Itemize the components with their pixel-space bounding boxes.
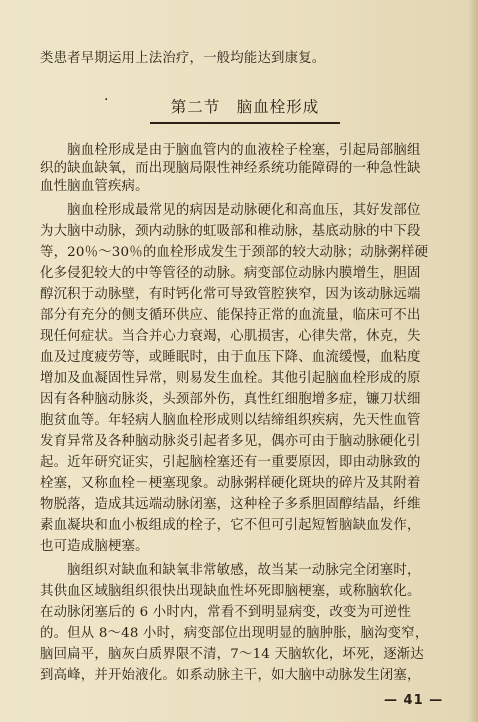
section-title: 第二节 脑血栓形成: [170, 98, 320, 116]
body-line: 物脱落，造成其远端动脉闭塞，这种栓子多系胆固醇结晶，纤维: [40, 497, 421, 512]
body-line: 其供血区域脑组织很快出现缺血性坏死即脑梗塞，或称脑软化。: [40, 584, 421, 599]
body-line: 栓塞，又称血栓－梗塞现象。动脉粥样硬化斑块的碎片及其附着: [40, 476, 421, 491]
body-line: 脑血栓形成是由于脑血管内的血液栓子栓塞，引起局部脑组: [40, 143, 421, 158]
body-line: 起。近年研究证实，引起脑栓塞还有一重要原因，即由动脉致的: [40, 455, 421, 470]
body-line: 血及过度疲劳等，或睡眠时，由于血压下降、血流缓慢，血粘度: [40, 350, 421, 365]
body-line: 脑回扁平，脑灰白质界限不清，7～14 天脑软化，坏死，逐渐达: [40, 647, 424, 662]
body-line: 脑血栓形成最常见的病因是动脉硬化和高血压，其好发部位: [40, 203, 421, 218]
body-line: 到高峰，并开始液化。如系动脉主干，如大脑中动脉发生闭塞，: [40, 668, 421, 683]
body-line: 血性脑血管疾病。: [40, 179, 149, 194]
top-text-line: 类患者早期运用上法治疗，一般均能达到康复。: [40, 51, 326, 66]
body-line: 醇沉积于动脉壁，有时钙化常可导致管腔狭窄，因为该动脉远端: [40, 287, 421, 302]
page-number: — 41 —: [384, 693, 444, 708]
body-line: 也可造成脑梗塞。: [40, 539, 149, 554]
body-line: 脑组织对缺血和缺氧非常敏感，故当某一动脉完全闭塞时，: [40, 563, 421, 578]
body-line: 发育异常及各种脑动脉炎引起者多见，偶亦可由于脑动脉硬化引: [40, 434, 421, 449]
body-line: 等，20％～30％的血栓形成发生于颈部的较大动脉；动脉粥样硬: [40, 245, 429, 260]
body-line: 因有各种脑动脉炎，头颈部外伤，真性红细胞增多症，镰刀状细: [40, 392, 421, 407]
section-title-box: [150, 94, 340, 124]
body-line: 胞贫血等。年轻病人脑血栓形成则以结缔组织疾病，先天性血管: [40, 413, 421, 428]
body-line: 化多侵犯较大的中等管径的动脉。病变部位动脉内膜增生，胆固: [40, 266, 421, 281]
body-line: 织的缺血缺氧，而出现脑局限性神经系统功能障碍的一种急性缺: [40, 161, 421, 176]
body-line: 的。但从 8～48 小时，病变部位出现明显的脑肿胀，脑沟变窄，: [40, 626, 429, 641]
body-line: 增加及血凝固性异常，则易发生血栓。其他引起脑血栓形成的原: [40, 371, 421, 386]
body-line: 素血凝块和血小板组成的栓子，它不但可引起短暂脑缺血发作，: [40, 518, 421, 533]
body-line: 为大脑中动脉，颈内动脉的虹吸部和椎动脉，基底动脉的中下段: [40, 224, 421, 239]
body-line: 部分有充分的侧支循环供应、能保持正常的血流量，临床可不出: [40, 308, 421, 323]
body-line: 现任何症状。当合并心力衰竭，心肌损害，心律失常，休克，失: [40, 329, 421, 344]
ink-dot: ·: [104, 92, 109, 108]
body-line: 在动脉闭塞后的 6 小时内，常看不到明显病变，改变为可逆性: [40, 605, 411, 620]
